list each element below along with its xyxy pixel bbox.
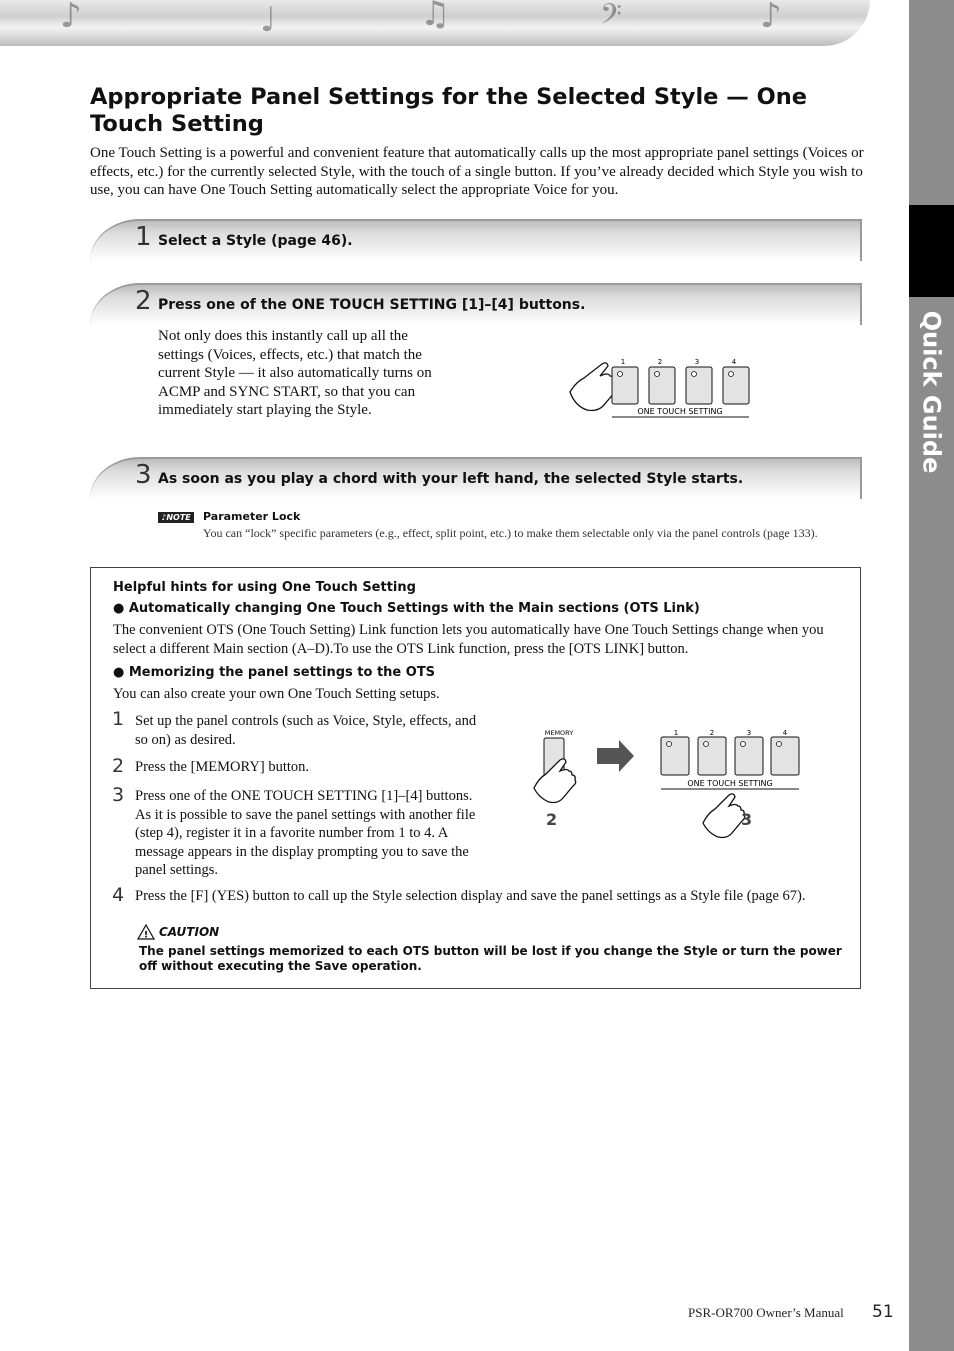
ots-button-3 <box>686 367 712 404</box>
diagram-step-label: 2 <box>546 810 558 829</box>
manual-name: PSR-OR700 Owner’s Manual <box>688 1305 844 1320</box>
pointing-hand-icon <box>703 794 745 838</box>
step-1-bar <box>90 219 862 261</box>
pointing-hand-icon <box>570 363 618 411</box>
caution-label: CAUTION <box>159 925 220 939</box>
ots-button-1 <box>612 367 638 404</box>
hints-title: Helpful hints for using One Touch Setting <box>113 580 416 595</box>
hint-step-number: 1 <box>112 708 125 730</box>
music-note-icon: 𝄢 <box>600 0 622 38</box>
side-tab-marker <box>909 205 954 297</box>
caution-text: The panel settings memorized to each OTS button will be lost if you change the Style or turn the power off without executing the Save operation. <box>139 944 842 973</box>
pointing-hand-icon <box>534 759 576 803</box>
ots-panel-diagram <box>560 352 760 422</box>
music-note-icon: ♪ <box>760 0 782 36</box>
helpful-hints-box <box>90 567 861 989</box>
ots-button-4 <box>771 737 799 775</box>
note-title: Parameter Lock <box>203 510 301 523</box>
page-number: 51 <box>872 1302 894 1322</box>
side-tab-label: Quick Guide <box>917 310 946 474</box>
intro-paragraph: One Touch Setting is a powerful and convenient feature that automatically calls up the most appropriate panel settings (Voices or effects, etc.) for the currently selected Style, with the touch of a single button. If you’ve already decided which Style you wish to use, you can have One Touch Setting automatically select the appropriate Voice for you. <box>90 145 864 198</box>
hint-step-text: Set up the panel controls (such as Voice, Style, effects, and so on) as desired. <box>135 713 477 748</box>
ots-button-3 <box>735 737 763 775</box>
side-tab <box>909 0 954 1351</box>
warning-icon <box>137 924 155 940</box>
hints-section-2-text: You can also create your own One Touch Setting setups. <box>113 686 440 702</box>
button-number: 4 <box>731 358 737 366</box>
step-text: Press one of the ONE TOUCH SETTING [1]–[4] buttons. <box>158 297 586 313</box>
ots-button-2 <box>649 367 675 404</box>
svg-text:!: ! <box>143 930 149 940</box>
button-number: 3 <box>746 729 752 737</box>
hint-step-number: 2 <box>112 755 125 777</box>
step-2-bar <box>90 283 862 325</box>
button-number: 4 <box>782 729 788 737</box>
button-number: 1 <box>673 729 679 737</box>
button-number: 2 <box>709 729 715 737</box>
button-number: 3 <box>694 358 700 366</box>
ots-button-2 <box>698 737 726 775</box>
note-text: You can “lock” specific parameters (e.g., effect, split point, etc.) to make them selectable only via the panel controls (page 133). <box>203 526 818 540</box>
ots-button-1 <box>661 737 689 775</box>
memory-ots-diagram <box>531 723 811 843</box>
header-banner <box>0 0 870 46</box>
hint-step-text: Press the [F] (YES) button to call up the Style selection display and save the panel settings as a Style file (page 67). <box>135 888 806 904</box>
step-number: 3 <box>135 460 152 490</box>
ots-button-4 <box>723 367 749 404</box>
ots-panel-label: ONE TOUCH SETTING <box>687 779 773 788</box>
step-2-description: Not only does this instantly call up all the settings (Voices, effects, etc.) that match the current Style — it also automatically turns on ACMP and SYNC START, so that you can immediately start playing the Style. <box>158 328 432 418</box>
hints-section-1-text: The convenient OTS (One Touch Setting) Link function lets you automatically have One Touch Settings change when you select a different Main section (A–D).To use the OTS Link function, press the [OTS LINK] button. <box>113 622 824 657</box>
memory-label: MEMORY <box>544 729 574 737</box>
hint-step-text: Press the [MEMORY] button. <box>135 759 309 775</box>
music-note-icon: ♫ <box>420 0 451 34</box>
page-title: Appropriate Panel Settings for the Selected Style — One Touch Setting <box>90 84 808 137</box>
note-icon: ♪NOTE <box>158 512 194 523</box>
step-number: 1 <box>135 222 152 252</box>
hint-step-number: 4 <box>112 884 125 906</box>
music-note-icon: ♩ <box>260 0 277 40</box>
step-text: Select a Style (page 46). <box>158 233 353 249</box>
button-number: 2 <box>657 358 663 366</box>
hints-section-1-heading: ● Automatically changing One Touch Settings with the Main sections (OTS Link) <box>113 601 700 616</box>
button-number: 1 <box>620 358 626 366</box>
arrow-right-icon <box>597 740 634 772</box>
hint-step-text: Press one of the ONE TOUCH SETTING [1]–[4] buttons. As it is possible to save the panel settings with another file (step 4), register it in a favorite number from 1 to 4. A message appears in the display prompting you to save the panel settings. <box>135 788 476 878</box>
step-3-bar <box>90 457 862 499</box>
hint-step-number: 3 <box>112 784 125 806</box>
ots-panel-label: ONE TOUCH SETTING <box>637 407 723 416</box>
diagram-step-label: 3 <box>741 810 753 829</box>
hints-section-2-heading: ● Memorizing the panel settings to the OTS <box>113 665 436 680</box>
step-text: As soon as you play a chord with your left hand, the selected Style starts. <box>158 471 744 487</box>
step-number: 2 <box>135 286 152 316</box>
music-note-icon: ♪ <box>60 0 82 36</box>
